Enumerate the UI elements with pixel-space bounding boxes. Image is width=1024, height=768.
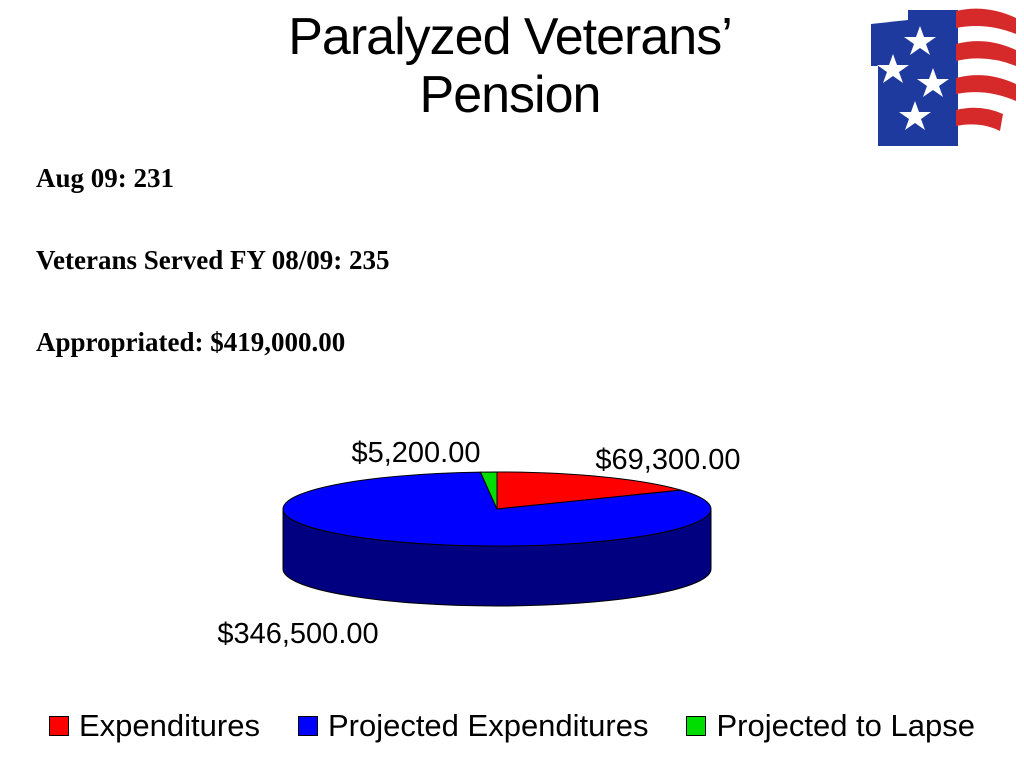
stat-aug-09: Aug 09: 231 xyxy=(36,163,175,193)
legend-label-expenditures: Expenditures xyxy=(79,708,260,743)
legend-swatch-projected-expenditures xyxy=(298,716,318,736)
data-label-projected-to-lapse: $5,200.00 xyxy=(351,437,481,469)
legend-label-projected-expenditures: Projected Expenditures xyxy=(327,708,649,743)
stat-veterans-served: Veterans Served FY 08/09: 235 xyxy=(36,245,390,275)
legend-swatch-expenditures xyxy=(49,716,69,736)
data-label-expenditures: $69,300.00 xyxy=(595,444,741,476)
data-label-projected-expenditures: $346,500.00 xyxy=(217,618,379,650)
legend-swatch-projected-to-lapse xyxy=(686,716,706,736)
legend-item-projected-to-lapse xyxy=(686,708,975,744)
legend-item-projected-expenditures xyxy=(298,708,649,744)
legend-item-expenditures xyxy=(49,708,260,744)
legend-label-projected-to-lapse: Projected to Lapse xyxy=(716,708,975,743)
chart-legend xyxy=(0,708,1024,744)
title-line-2: Pension xyxy=(419,66,601,124)
title-line-1: Paralyzed Veterans’ xyxy=(288,8,732,66)
stat-appropriated: Appropriated: $419,000.00 xyxy=(36,327,346,357)
